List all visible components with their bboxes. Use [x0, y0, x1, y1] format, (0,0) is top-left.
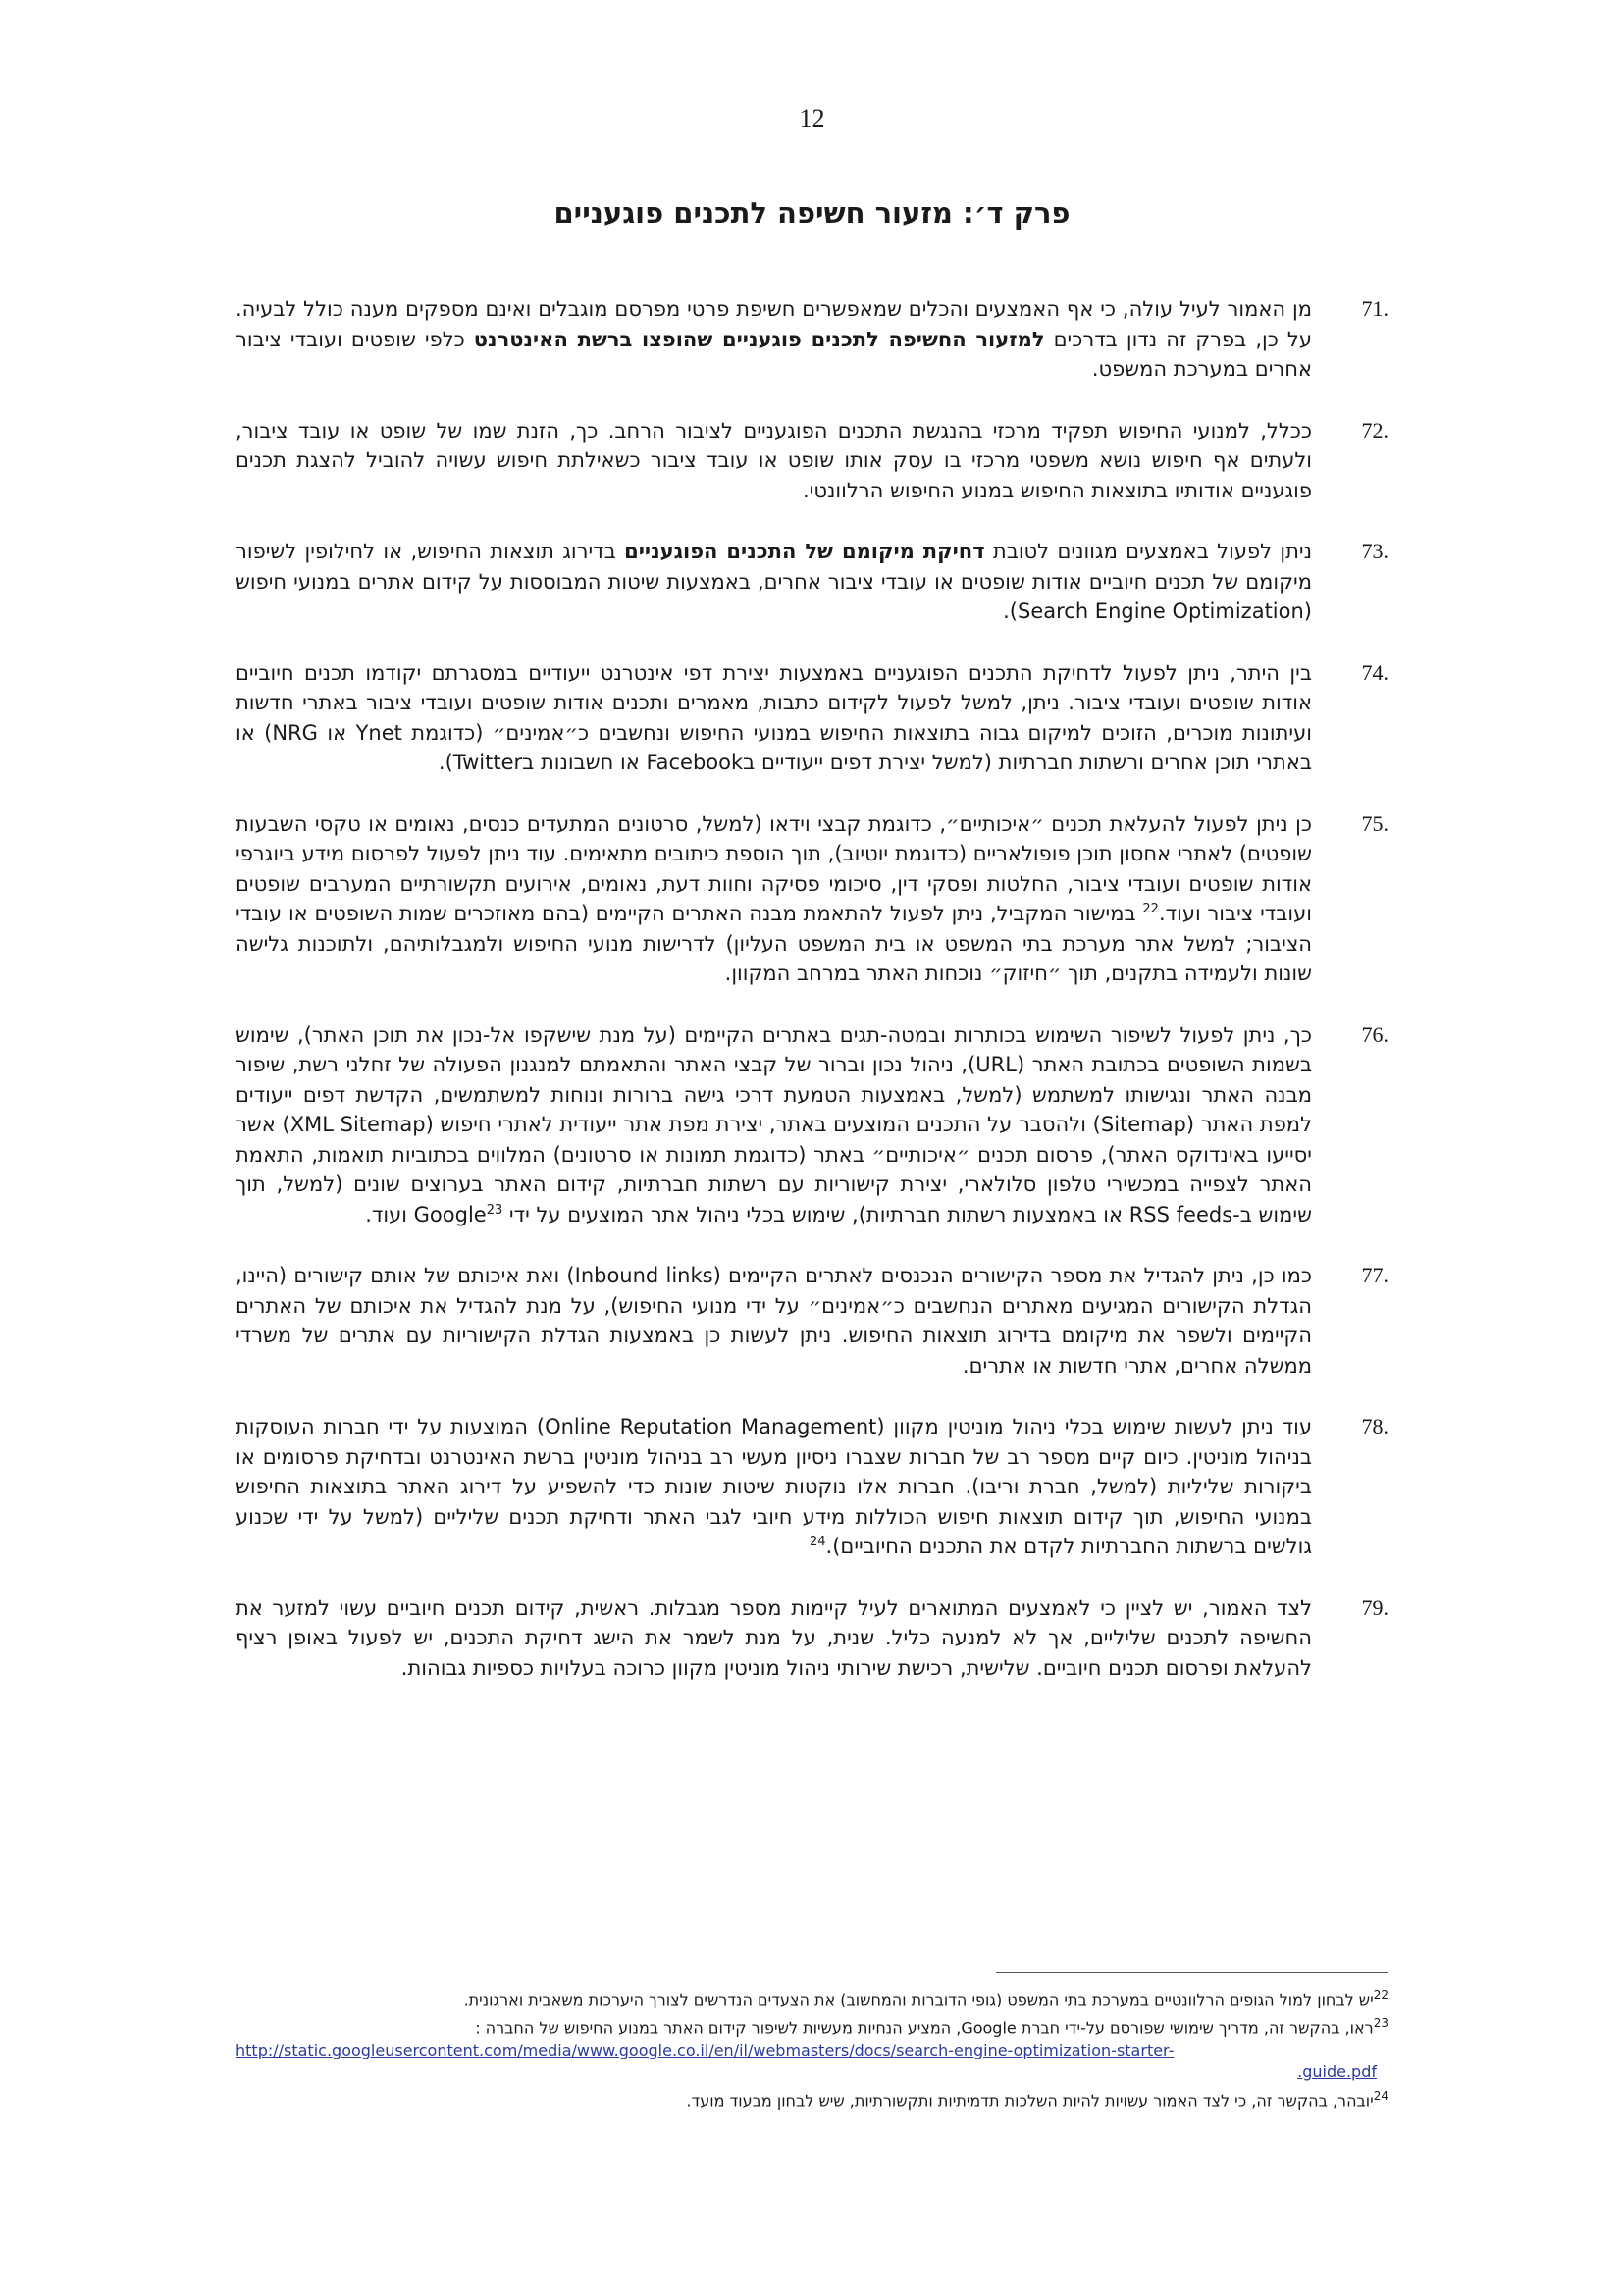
paragraph-number: 72.	[1361, 417, 1388, 443]
paragraph-72: 72. ככלל, למנועי החיפוש תפקיד מרכזי בהנגשת התכנים הפוגעניים לציבור הרחב. כך, הזנת שמו של שופט או עובד ציבור, ולעתים אף חיפוש נושא משפטי מרכזי בו עסק אותו שופט או עובד ציבור כשאילתת חיפוש עשויה להוביל להצגת תכנים פוגעניים אודותיו בתוצאות החיפוש במנוע החיפוש הרלוונטי.	[236, 417, 1388, 502]
paragraph-number: 73.	[1361, 539, 1388, 563]
footnote-link-tail[interactable]: guide.pdf.	[1297, 2061, 1377, 2081]
footnote-22: $^{22}$יש לבחון למול הגופים הרלוונטיים במערכת בתי המשפט (גופי הדוברות והמחשוב) את הצעדים הנדרשים לצורך היערכות משאבית וארגונית.	[463, 1988, 1388, 2009]
footnote-separator	[996, 1972, 1388, 1973]
footnote-reference[interactable]: 22	[1142, 902, 1159, 916]
footnotes	[236, 1984, 1388, 2113]
paragraph-number: 76.	[1361, 1021, 1388, 1047]
paragraph-79: 79. לצד האמור, יש לציין כי לאמצעים המתוארים לעיל קיימות מספר מגבלות. ראשית, קידום תכנים חיוביים עשוי למזער את החשיפה לתכנים שליליים, אך לא למנעה כליל. שנית, על מנת לשמר את הישג דחיקת התכנים, יש לפעול באופן רציף להעלאת ופרסום תכנים חיוביים. שלישית, רכישת שירותי ניהול מוניטין מקוון כרוכה בעלויות כספיות גבוהות.	[236, 1594, 1388, 1680]
paragraph-number: 74.	[1361, 659, 1388, 685]
paragraph-74: 74. בין היתר, ניתן לפעול לדחיקת התכנים הפוגעניים באמצעות יצירת דפי אינטרנט ייעודיים במסגרתם יקודמו תכנים חיוביים אודות שופטים ועובדי ציבור. ניתן, למשל לפעול לקידום כתבות, מאמרים ותכנים אודות שופטים ועובדי ציבור באתרי חדשות ועיתונות מוכרים, הזוכים למיקום גבוה בתוצאות החיפוש במנועי החיפוש ונחשבים כ״אמינים״ (כדוגמת Ynet או NRG) או באתרי תוכן אחרים ורשתות חברתיות (למשל יצירת דפים ייעודיים בFacebook או חשבונות בTwitter).	[236, 659, 1388, 774]
paragraph-number: 71.	[1361, 296, 1388, 321]
footnote-number: 24	[1373, 2088, 1388, 2103]
paragraph-71: 71. מן האמור לעיל עולה, כי אף האמצעים והכלים שמאפשרים חשיפת פרטי מפרסם מוגבלים ואינם מספקים מענה כולל לבעיה. על כן, בפרק זה נדון בדרכים למזעור החשיפה לתכנים פוגעניים שהופצו ברשת האינטרנט כלפי שופטים ועובדי ציבור אחרים במערכת המשפט.	[236, 296, 1388, 381]
paragraph-75: 75. כן ניתן לפעול להעלאת תכנים ״איכותיים״, כדוגמת קבצי וידאו (למשל, סרטונים המתעדים כנסים, נאומים או טקסי השבעות שופטים) לאתרי אחסון תוכן פופולאריים (כדוגמת יוטיוב), תוך הוספת כיתובים מתאימים. עוד ניתן לפעול לפרסום מידע ביוגרפי אודות שופטים ועובדי ציבור, החלטות ופסקי דין, סיכומי פסיקה וחוות דעת, נאומים, אירועים תקשורתיים המערבים שופטים ועובדי ציבור ועוד.$^{22}$ במישור המקביל, ניתן לפעול להתאמת מבנה האתרים הקיימים (בהם מאוזכרים שמות השופטים או עובדי הציבור; למשל אתר מערכת בתי המשפט או בית המשפט העליון) לדרישות מנועי החיפוש ולמגבלותיהם, ולתוכנות גלישה שונות ולעמידה בתקנים, תוך ״חיזוק״ נוכחות האתר במרחב המקוון.	[236, 810, 1388, 985]
page-number: 12	[799, 104, 825, 132]
paragraph-77: 77. כמו כן, ניתן להגדיל את מספר הקישורים הנכנסים לאתרים הקיימים (Inbound links) ואת איכותם של אותם קישורים (היינו, הגדלת הקישורים המגיעים מאתרים הנחשבים כ״אמינים״ על ידי מנועי החיפוש), על מנת להגדיל את איכותם של האתרים הקיימים ולשפר את מיקומם בדירוג תוצאות החיפוש. ניתן לעשות כן באמצעות הגדלת הקישוריות עם אתרים של משרדי ממשלה אחרים, אתרי חדשות או אתרים.	[236, 1263, 1388, 1378]
paragraph-number: 77.	[1361, 1263, 1388, 1287]
footnote-reference[interactable]: 24	[809, 1535, 826, 1549]
chapter-title: פרק ד׳: מזעור חשיפה לתכנים פוגעניים	[553, 196, 1071, 230]
paragraph-78: 78. עוד ניתן לעשות שימוש בכלי ניהול מוניטין מקוון (Online Reputation Management) המוצעות על ידי חברות העוסקות בניהול מוניטין. כיום קיים מספר רב של חברות שצברו ניסיון מעשי רב בניהול מוניטין ברשת האינטרנט ובדחיקת פרסומים או ביקורות שליליות (למשל, חברת וריבו). חברות אלו נוקטות שיטות שונות כדי להשפיע על דירוג האתר בתוצאות החיפוש במנועי החיפוש, תוך קידום תוצאות חיפוש הכוללות מידע חיובי לגבי האתר ודחיקת תכנים שליליים (למשל על ידי שכנוע גולשים ברשתות החברתיות לקדם את התכנים החיוביים).$^{24}$	[236, 1414, 1388, 1558]
paragraph-number: 75.	[1361, 810, 1388, 836]
footnote-number: 22	[1373, 1988, 1388, 2002]
paragraph-76: 76. כך, ניתן לפעול לשיפור השימוש בכותרות ובמטה-תגים באתרים הקיימים (על מנת שישקפו אל-נכון את תוכן האתר), שימוש בשמות השופטים בכתובת האתר (URL), ניהול נכון וברור של קבצי האתר והתאמתם למנגנון הפעולה של זחלני רשת, שיפור מבנה האתר ונגישותו למשתמש (למשל, באמצעות הטמעת דרכי גישה ברורות ונוחות למשתמשים, הקדשת דפים ייעודים למפת האתר (Sitemap) ולהסבר על התכנים המוצעים באתר, יצירת מפת אתר ייעודית לאתרי חיפוש (XML Sitemap) אשר יסייעו באינדוקס האתר), פרסום תכנים ״איכותיים״ באתר (כדוגמת תמונות או סרטונים) המלווים בכתוביות תואמות, התאמת האתר לצפייה במכשירי טלפון סלולארי, יצירת קישוריות עם רשתות חברתיות, קידום האתר בערוצים שונים (למשל, תוך שימוש ב-RSS feeds או באמצעות רשתות חברתיות), שימוש בכלי ניהול אתר המוצעים על ידי Google$^{23}$ ועוד.	[236, 1021, 1388, 1226]
document-body	[236, 294, 1388, 1714]
footnote-24: $^{24}$יובהר, בהקשר זה, כי לצד האמור עשויות להיות השלכות תדמיתיות ותקשורתיות, שיש לבחון מבעוד מועד.	[686, 2088, 1388, 2110]
paragraph-number: 79.	[1361, 1594, 1388, 1620]
footnote-number: 23	[1373, 2016, 1388, 2031]
paragraph-number: 78.	[1361, 1414, 1388, 1438]
footnote-reference[interactable]: 23	[486, 1202, 503, 1218]
paragraph-73: 73. ניתן לפעול באמצעים מגוונים לטובת דחיקת מיקומם של התכנים הפוגעניים בדירוג תוצאות החיפוש, או לחילופין לשיפור מיקומם של תכנים חיוביים אודות שופטים או עובדי ציבור אחרים, באמצעות שיטות המבוססות על קידום אתרים במנועי חיפוש (Search Engine Optimization).	[236, 539, 1388, 623]
footnote-23: $^{23}$ראו, בהקשר זה, מדריך שימושי שפורסם על-ידי חברת Google, המציע הנחיות מעשיות לשיפור קידום האתר במנוע החיפוש של החברה : http://static.googleusercontent.com/media/www.google.co.il/en/il/webmasters/docs/search-engine-optimization-starter- guide.pdf.	[236, 2016, 1388, 2081]
footnote-link[interactable]: http://static.googleusercontent.com/media/www.google.co.il/en/il/webmasters/docs/search-engine-optimization-starter-	[236, 2040, 1175, 2059]
